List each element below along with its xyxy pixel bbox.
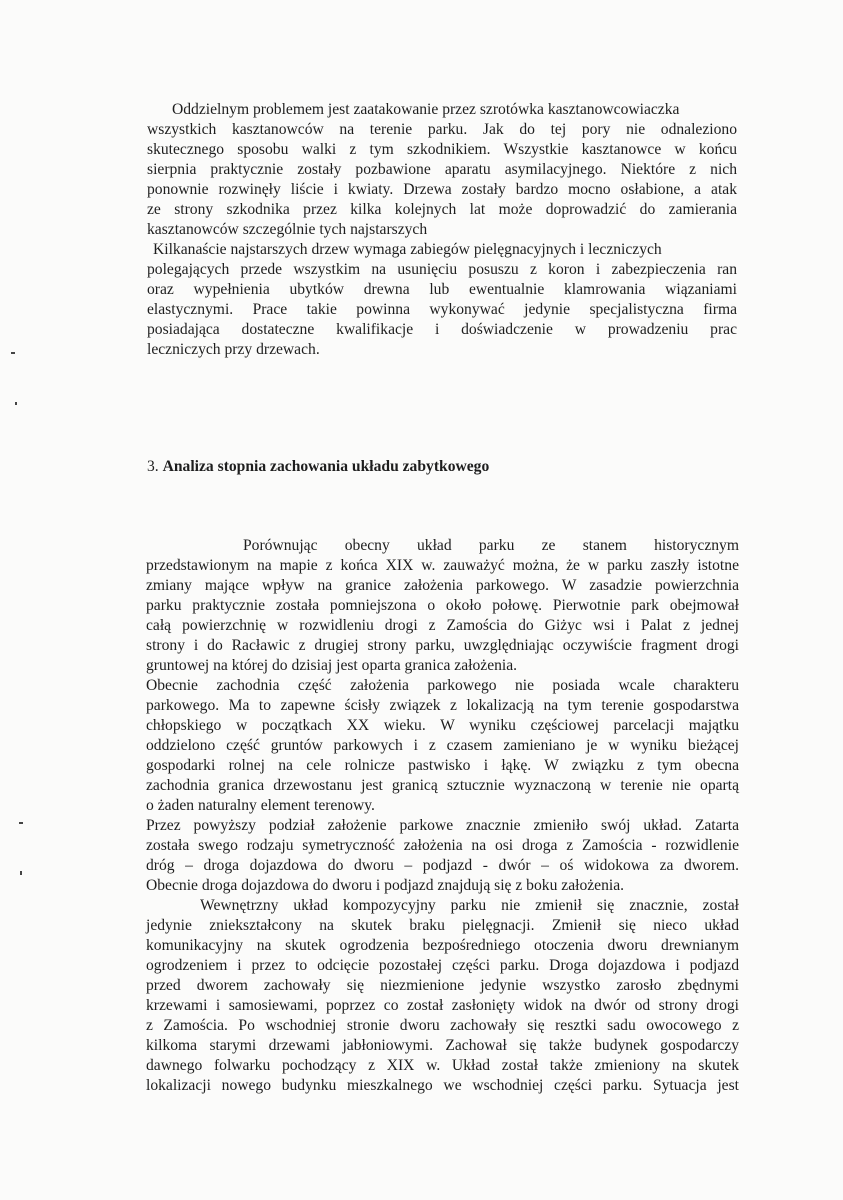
text-line: jedynie zniekształcony na skutek braku pielęgnacji. Zmienił się nieco układ	[146, 917, 739, 934]
text-line: skutecznego sposobu walki z tym szkodnikiem. Wszystkie kasztanowce w końcu	[147, 141, 737, 158]
text-line: elastycznymi. Prace takie powinna wykonywać jedynie specjalistyczna firma	[147, 301, 737, 318]
text-line: Wewnętrzny układ kompozycyjny parku nie zmienił się znacznie, został	[200, 897, 739, 914]
text-line: dróg – droga dojazdowa do dworu – podjazd - dwór – oś widokowa za dworem.	[146, 857, 739, 874]
text-line: z Zamościa. Po wschodniej stronie dworu zachowały się resztki sadu owocowego z	[146, 1017, 739, 1034]
section-title: Analiza stopnia zachowania układu zabytkowego	[162, 458, 490, 475]
text-line: polegających przede wszystkim na usunięciu posuszu z koron i zabezpieczenia ran	[147, 261, 737, 278]
text-line: komunikacyjny na skutek ogrodzenia bezpośredniego otoczenia dworu drewnianym	[146, 937, 739, 954]
text-line: gospodarki rolnej na cele rolnicze pastwisko i łąkę. W związku z tym obecna	[146, 757, 739, 774]
text-line: dawnego folwarku pochodzący z XIX w. Układ został także zmieniony na skutek	[146, 1057, 739, 1074]
text-line: parkowego. Ma to zapewne ścisły związek z lokalizacją na tym terenie gospodarstwa	[146, 697, 739, 714]
scan-mark	[15, 402, 17, 405]
text-line: posiadająca dostateczne kwalifikacje i doświadczenie w prowadzeniu prac	[147, 321, 737, 338]
text-line: sierpnia praktycznie zostały pozbawione aparatu asymilacyjnego. Niektóre z nich	[147, 161, 737, 178]
section-heading	[147, 457, 489, 476]
text-line: przedstawionym na mapie z końca XIX w. zauważyć można, że w parku zaszły istotne	[146, 557, 739, 574]
text-line: o żaden naturalny element terenowy.	[146, 797, 375, 814]
text-line: Przez powyższy podział założenie parkowe znacznie zmieniło swój układ. Zatarta	[146, 817, 739, 834]
text-line: zachodnia granica drzewostanu jest granicą sztucznie wyznaczoną w terenie nie opartą	[146, 777, 739, 794]
text-line: ponownie rozwinęły liście i kwiaty. Drzewa zostały bardzo mocno osłabione, a atak	[147, 181, 737, 198]
text-line: gruntowej na której do dzisiaj jest oparta granica założenia.	[146, 657, 518, 674]
text-line: Obecnie droga dojazdowa do dworu i podjazd znajdują się z boku założenia.	[146, 877, 625, 894]
scan-mark	[19, 822, 23, 824]
text-line: parku praktycznie została pomniejszona o około połowę. Pierwotnie park obejmował	[146, 597, 739, 614]
text-line: krzewami i samosiewami, poprzez co został zasłonięty widok na dwór od strony drogi	[146, 997, 739, 1014]
section-number: 3.	[147, 458, 159, 475]
text-line: przed dworem zachowały się niezmienione jedynie wszystko zarosło zbędnymi	[146, 977, 739, 994]
scan-mark	[20, 871, 22, 875]
text-line: oraz wypełnienia ubytków drewna lub ewentualnie klamrowania wiązaniami	[147, 281, 737, 298]
text-line: Obecnie zachodnia część założenia parkowego nie posiada wcale charakteru	[146, 677, 739, 694]
text-line: Oddzielnym problemem jest zaatakowanie przez szrotówka kasztanowcowiaczka	[172, 101, 680, 118]
text-line: ze strony szkodnika przez kilka kolejnych lat może doprowadzić do zamierania	[147, 201, 737, 218]
text-line: kasztanowców szczególnie tych najstarszych	[147, 221, 428, 238]
text-line: lokalizacji nowego budynku mieszkalnego we wschodniej części parku. Sytuacja jest	[146, 1077, 739, 1094]
text-line: chłopskiego w początkach XX wieku. W wyniku częściowej parcelacji majątku	[146, 717, 739, 734]
text-line: zmiany mające wpływ na granice założenia parkowego. W zasadzie powierzchnia	[146, 577, 739, 594]
scan-mark	[11, 352, 15, 354]
text-line: ogrodzeniem i przez to odcięcie pozostałej części parku. Droga dojazdowa i podjazd	[146, 957, 739, 974]
text-line: Porównując obecny układ parku ze stanem historycznym	[243, 537, 739, 554]
text-line: leczniczych przy drzewach.	[147, 341, 320, 358]
text-line: strony i do Racławic z drugiej strony parku, uwzględniając oczywiście fragment drogi	[146, 637, 739, 654]
text-line: całą powierzchnię w rozwidleniu drogi z Zamościa do Giżyc wsi i Palat z jednej	[146, 617, 739, 634]
text-line: kilkoma starymi drzewami jabłoniowymi. Zachował się także budynek gospodarczy	[146, 1037, 739, 1054]
text-line: Kilkanaście najstarszych drzew wymaga zabiegów pielęgnacyjnych i leczniczych	[153, 241, 662, 258]
text-line: oddzielono część gruntów parkowych i z czasem zamieniano je w wyniku bieżącej	[146, 737, 739, 754]
text-line: została swego rodzaju symetryczność założenia na osi droga z Zamościa - rozwidlenie	[146, 837, 739, 854]
text-line: wszystkich kasztanowców na terenie parku. Jak do tej pory nie odnaleziono	[147, 121, 737, 138]
